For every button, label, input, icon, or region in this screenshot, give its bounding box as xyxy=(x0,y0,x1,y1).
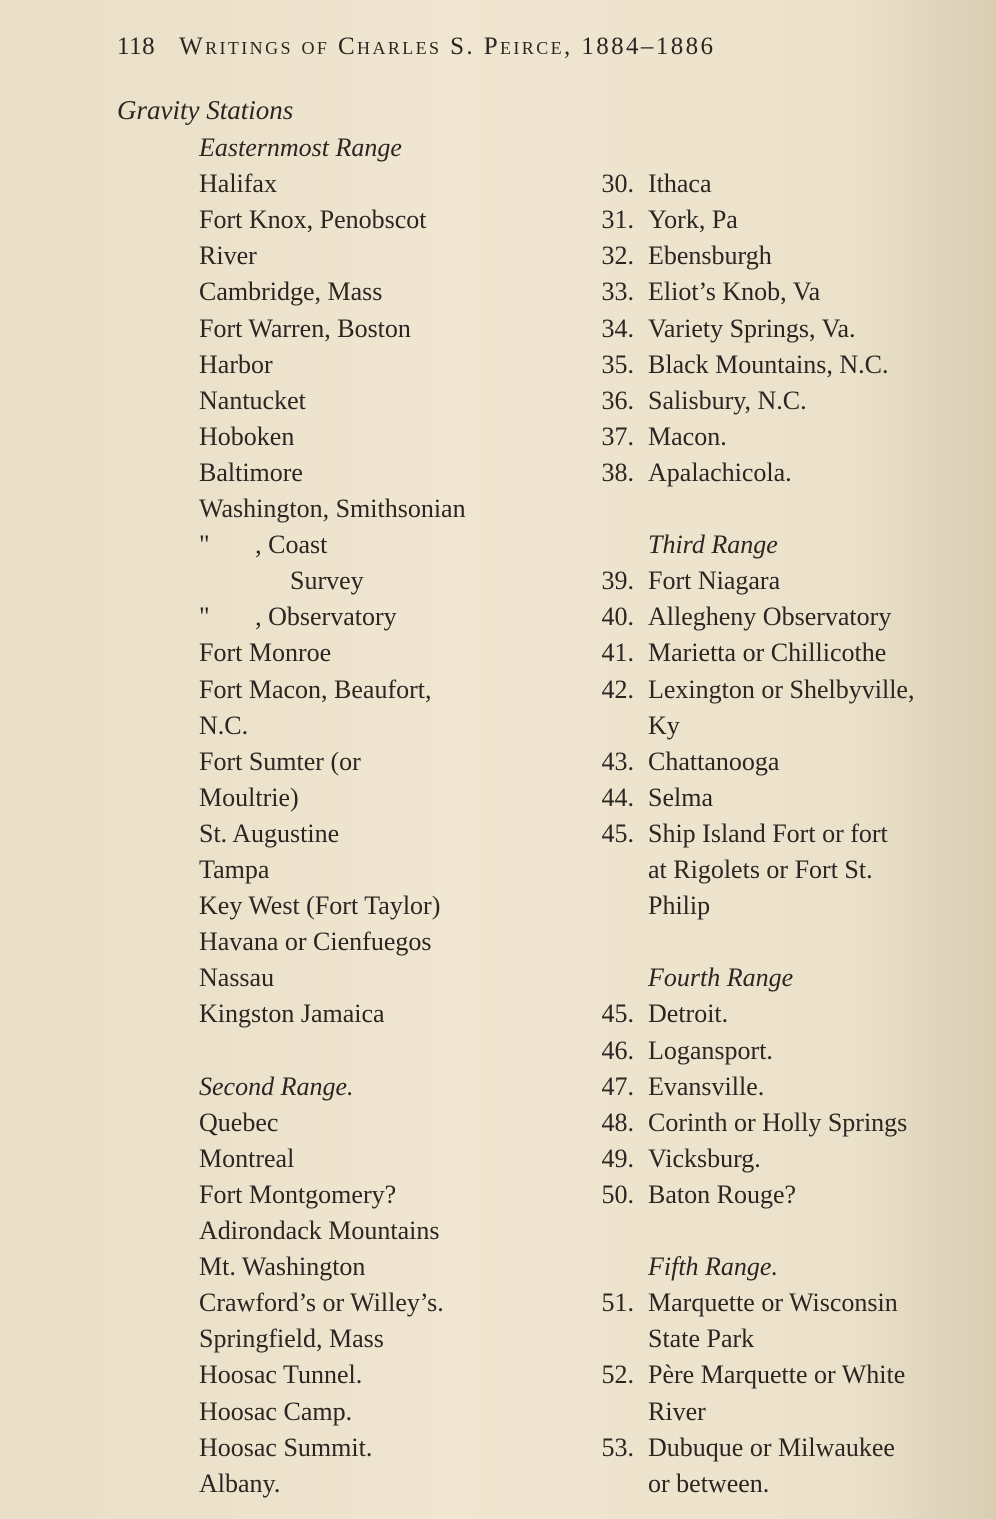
station-name: Cambridge, Mass xyxy=(199,277,383,307)
station-name: Logansport. xyxy=(648,1035,773,1065)
station-name: Allegheny Observatory xyxy=(648,602,892,632)
station-name: Eliot’s Knob, Va xyxy=(648,277,821,307)
station-name: Nantucket xyxy=(199,385,306,415)
station-number: 39. xyxy=(601,566,634,596)
range-heading: Easternmost Range xyxy=(199,133,402,162)
station-number: 50. xyxy=(601,1179,634,1209)
page-number: 118 xyxy=(117,33,156,60)
station-name: " , Observatory xyxy=(199,602,397,632)
station-name: Vicksburg. xyxy=(648,1143,761,1173)
station-name: Key West (Fort Taylor) xyxy=(199,891,441,921)
station-number: 48. xyxy=(601,1107,634,1137)
station-number: 38. xyxy=(601,457,634,487)
station-name: St. Augustine xyxy=(199,818,340,848)
station-name: Hoosac Tunnel. xyxy=(199,1360,363,1390)
station-name: Detroit. xyxy=(648,999,729,1029)
station-name: or between. xyxy=(648,1468,770,1498)
station-name: Crawford’s or Willey’s. xyxy=(199,1288,444,1318)
station-name: Fort Monroe xyxy=(199,638,332,668)
station-name: Nassau xyxy=(199,963,275,993)
station-number: 42. xyxy=(601,674,634,704)
station-name: State Park xyxy=(648,1324,755,1354)
station-name: Tampa xyxy=(199,855,270,884)
running-header xyxy=(117,33,715,61)
station-name: Havana or Cienfuegos xyxy=(199,927,432,957)
range-heading: Second Range. xyxy=(199,1071,354,1101)
station-name: Dubuque or Milwaukee xyxy=(648,1432,895,1462)
station-name: Selma xyxy=(648,782,713,812)
station-name: Salisbury, N.C. xyxy=(648,385,807,415)
station-name: Mt. Washington xyxy=(199,1252,366,1282)
station-name: Adirondack Mountains xyxy=(199,1216,440,1245)
station-name: Ithaca xyxy=(648,169,712,199)
station-name: Marquette or Wisconsin xyxy=(648,1288,898,1318)
station-name: Hoosac Camp. xyxy=(199,1396,353,1426)
station-name: Fort Warren, Boston xyxy=(199,313,411,343)
station-name: Evansville. xyxy=(648,1071,765,1101)
station-name: Kingston Jamaica xyxy=(199,999,385,1029)
station-name: Corinth or Holly Springs xyxy=(648,1107,908,1137)
station-name: River xyxy=(648,1396,706,1426)
station-name: Ebensburgh xyxy=(648,241,772,271)
station-number: 49. xyxy=(601,1143,634,1173)
station-name: Fort Knox, Penobscot xyxy=(199,205,427,235)
station-name: Philip xyxy=(648,891,711,921)
station-name: at Rigolets or Fort St. xyxy=(648,855,873,884)
station-name: Père Marquette or White xyxy=(648,1360,906,1390)
station-number: 33. xyxy=(601,277,634,307)
station-name: " , Coast xyxy=(199,530,328,560)
range-heading: Fifth Range. xyxy=(648,1252,778,1282)
station-name: Macon. xyxy=(648,421,727,451)
station-number: 52. xyxy=(601,1360,634,1390)
station-number: 44. xyxy=(601,782,634,812)
station-name: Apalachicola. xyxy=(648,457,792,487)
station-number: 43. xyxy=(601,746,634,776)
station-number: 45. xyxy=(601,999,634,1029)
station-name: Baltimore xyxy=(199,457,303,487)
range-heading: Fourth Range xyxy=(648,963,794,993)
station-name: Quebec xyxy=(199,1107,279,1137)
range-heading: Third Range xyxy=(648,530,778,560)
station-number: 35. xyxy=(601,349,634,379)
station-number: 31. xyxy=(601,205,634,235)
station-name: York, Pa xyxy=(648,205,738,235)
station-number: 45. xyxy=(601,818,634,848)
station-number: 47. xyxy=(601,1071,634,1101)
station-name: River xyxy=(199,241,257,271)
station-name: Marietta or Chillicothe xyxy=(648,638,887,668)
station-name: Washington, Smithsonian xyxy=(199,494,466,523)
station-number: 40. xyxy=(601,602,634,632)
station-name: Hoosac Summit. xyxy=(199,1432,373,1462)
station-number: 51. xyxy=(601,1288,634,1318)
station-name: Hoboken xyxy=(199,421,295,451)
station-name: Baton Rouge? xyxy=(648,1179,797,1209)
station-name: Albany. xyxy=(199,1468,281,1498)
section-title: Gravity Stations xyxy=(117,95,294,125)
station-name: Survey xyxy=(199,566,364,596)
station-number: 53. xyxy=(601,1432,634,1462)
station-name: Moultrie) xyxy=(199,782,299,812)
station-name: N.C. xyxy=(199,710,249,740)
running-title: Writings of Charles S. Peirce, 1884–1886 xyxy=(179,33,716,60)
station-name: Ky xyxy=(648,710,680,740)
station-number: 37. xyxy=(601,421,634,451)
station-number: 46. xyxy=(601,1035,634,1065)
station-name: Chattanooga xyxy=(648,746,780,776)
station-name: Ship Island Fort or fort xyxy=(648,818,888,848)
station-name: Fort Montgomery? xyxy=(199,1179,397,1209)
station-name: Springfield, Mass xyxy=(199,1324,384,1354)
station-number: 34. xyxy=(601,313,634,343)
station-name: Fort Macon, Beaufort, xyxy=(199,674,432,704)
station-number: 41. xyxy=(601,638,634,668)
station-name: Lexington or Shelbyville, xyxy=(648,674,915,704)
station-name: Harbor xyxy=(199,349,273,379)
station-number: 32. xyxy=(601,241,634,271)
station-name: Fort Niagara xyxy=(648,566,781,596)
station-name: Variety Springs, Va. xyxy=(648,313,856,343)
station-name: Halifax xyxy=(199,169,277,199)
station-number: 36. xyxy=(601,385,634,415)
station-name: Black Mountains, N.C. xyxy=(648,349,889,379)
station-number: 30. xyxy=(601,169,634,199)
station-name: Montreal xyxy=(199,1143,295,1173)
station-name: Fort Sumter (or xyxy=(199,746,361,776)
